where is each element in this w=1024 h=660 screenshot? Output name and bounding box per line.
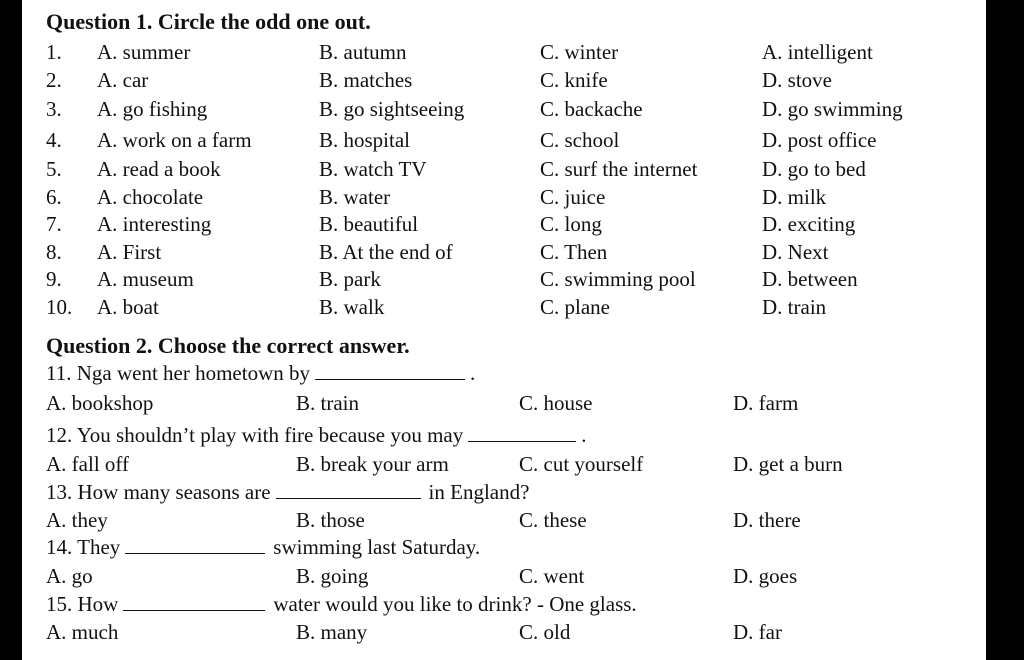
q1-option-d: A. intelligent [762,40,873,64]
q1-option-a: A. summer [97,40,191,64]
q1-row-number: 3. [46,97,62,121]
answer-blank [125,533,265,554]
q2-option-b: B. going [296,564,369,588]
q1-row-10 [22,293,986,321]
q1-row-8 [22,238,986,266]
q1-option-c: C. juice [540,185,606,209]
q2-item-15-stem [22,590,986,618]
q1-option-a: A. work on a farm [97,128,252,152]
q1-option-b: B. beautiful [319,212,419,236]
q2-option-b: B. many [296,620,368,644]
q1-option-b: B. matches [319,68,413,92]
question-text-end: in England? [428,480,530,504]
q1-option-b: B. water [319,185,391,209]
q1-option-b: B. autumn [319,40,407,64]
q1-option-c: C. winter [540,40,619,64]
q2-option-b: B. train [296,391,359,415]
q1-option-a: A. First [97,240,162,264]
question-text: 11. Nga went her hometown by [46,361,310,385]
q1-option-a: A. car [97,68,149,92]
q2-option-c: C. house [519,391,593,415]
q1-option-c: C. knife [540,68,608,92]
q2-item-14-stem [22,533,986,561]
q1-option-d: D. train [762,295,827,319]
q1-row-number: 4. [46,128,62,152]
answer-blank [276,478,421,499]
q1-option-c: C. long [540,212,602,236]
question-text: 15. How [46,592,119,616]
q1-row-number: 9. [46,267,62,291]
q1-option-d: D. go swimming [762,97,903,121]
q1-row-3 [22,95,986,123]
q1-option-b: B. go sightseeing [319,97,465,121]
q2-option-a: A. fall off [46,452,130,476]
q2-item-12-stem [22,421,986,449]
q1-row-5 [22,155,986,183]
q2-option-d: D. farm [733,391,799,415]
q1-option-a: A. go fishing [97,97,208,121]
q1-option-d: D. exciting [762,212,856,236]
q2-option-c: C. went [519,564,585,588]
q1-option-a: A. museum [97,267,194,291]
q1-option-b: B. walk [319,295,385,319]
q1-option-d: D. go to bed [762,157,866,181]
q1-option-b: B. watch TV [319,157,427,181]
question-text: 14. They [46,535,121,559]
q1-option-d: D. milk [762,185,827,209]
q1-option-b: B. hospital [319,128,411,152]
question-text: 13. How many seasons are [46,480,271,504]
q2-option-d: D. get a burn [733,452,843,476]
q1-row-9 [22,265,986,293]
question-text: 12. You shouldn’t play with fire because you may [46,423,464,447]
q1-option-c: C. Then [540,240,608,264]
question-text-end: . [581,423,587,447]
q2-option-d: D. goes [733,564,798,588]
q2-item-13-options [22,506,986,534]
q2-option-d: D. far [733,620,782,644]
q2-option-d: D. there [733,508,801,532]
q2-option-b: B. those [296,508,365,532]
q1-option-d: D. between [762,267,858,291]
q2-item-15-options [22,618,986,646]
q1-option-b: B. park [319,267,381,291]
q1-row-6 [22,183,986,211]
q2-option-a: A. go [46,564,93,588]
q2-option-a: A. they [46,508,108,532]
q1-option-a: A. boat [97,295,159,319]
q1-option-d: D. post office [762,128,877,152]
q1-option-c: C. backache [540,97,643,121]
q1-option-c: C. plane [540,295,610,319]
q2-item-11-stem [22,359,986,387]
q2-option-c: C. these [519,508,587,532]
answer-blank [468,421,576,442]
answer-blank [315,359,465,380]
q1-option-b: B. At the end of [319,240,453,264]
q1-row-1 [22,38,986,66]
q2-option-c: C. cut yourself [519,452,644,476]
q1-option-c: C. school [540,128,620,152]
q1-option-c: C. swimming pool [540,267,696,291]
q2-item-12-options [22,450,986,478]
q1-row-number: 2. [46,68,62,92]
q1-option-a: A. read a book [97,157,221,181]
q2-item-14-options [22,562,986,590]
q1-option-a: A. chocolate [97,185,204,209]
answer-blank [123,590,265,611]
question-text-end: swimming last Saturday. [273,535,481,559]
q2-option-a: A. much [46,620,119,644]
question-1-title: Question 1. Circle the odd one out. [46,9,371,34]
q1-row-number: 7. [46,212,62,236]
q1-option-d: D. Next [762,240,829,264]
q1-row-7 [22,210,986,238]
q1-row-number: 5. [46,157,62,181]
q1-option-d: D. stove [762,68,832,92]
question-text-end: . [470,361,476,385]
q2-item-13-stem [22,478,986,506]
q1-option-a: A. interesting [97,212,212,236]
q1-row-number: 6. [46,185,62,209]
q1-row-2 [22,66,986,94]
q1-row-number: 10. [46,295,73,319]
question-text-end: water would you like to drink? - One glass. [273,592,637,616]
q1-row-number: 8. [46,240,62,264]
worksheet-page [22,0,986,660]
q1-row-4 [22,126,986,154]
q1-option-c: C. surf the internet [540,157,698,181]
q2-option-c: C. old [519,620,571,644]
question-2-title: Question 2. Choose the correct answer. [46,333,410,358]
q2-option-a: A. bookshop [46,391,154,415]
q2-option-b: B. break your arm [296,452,449,476]
q1-row-number: 1. [46,40,62,64]
q2-item-11-options [22,389,986,417]
